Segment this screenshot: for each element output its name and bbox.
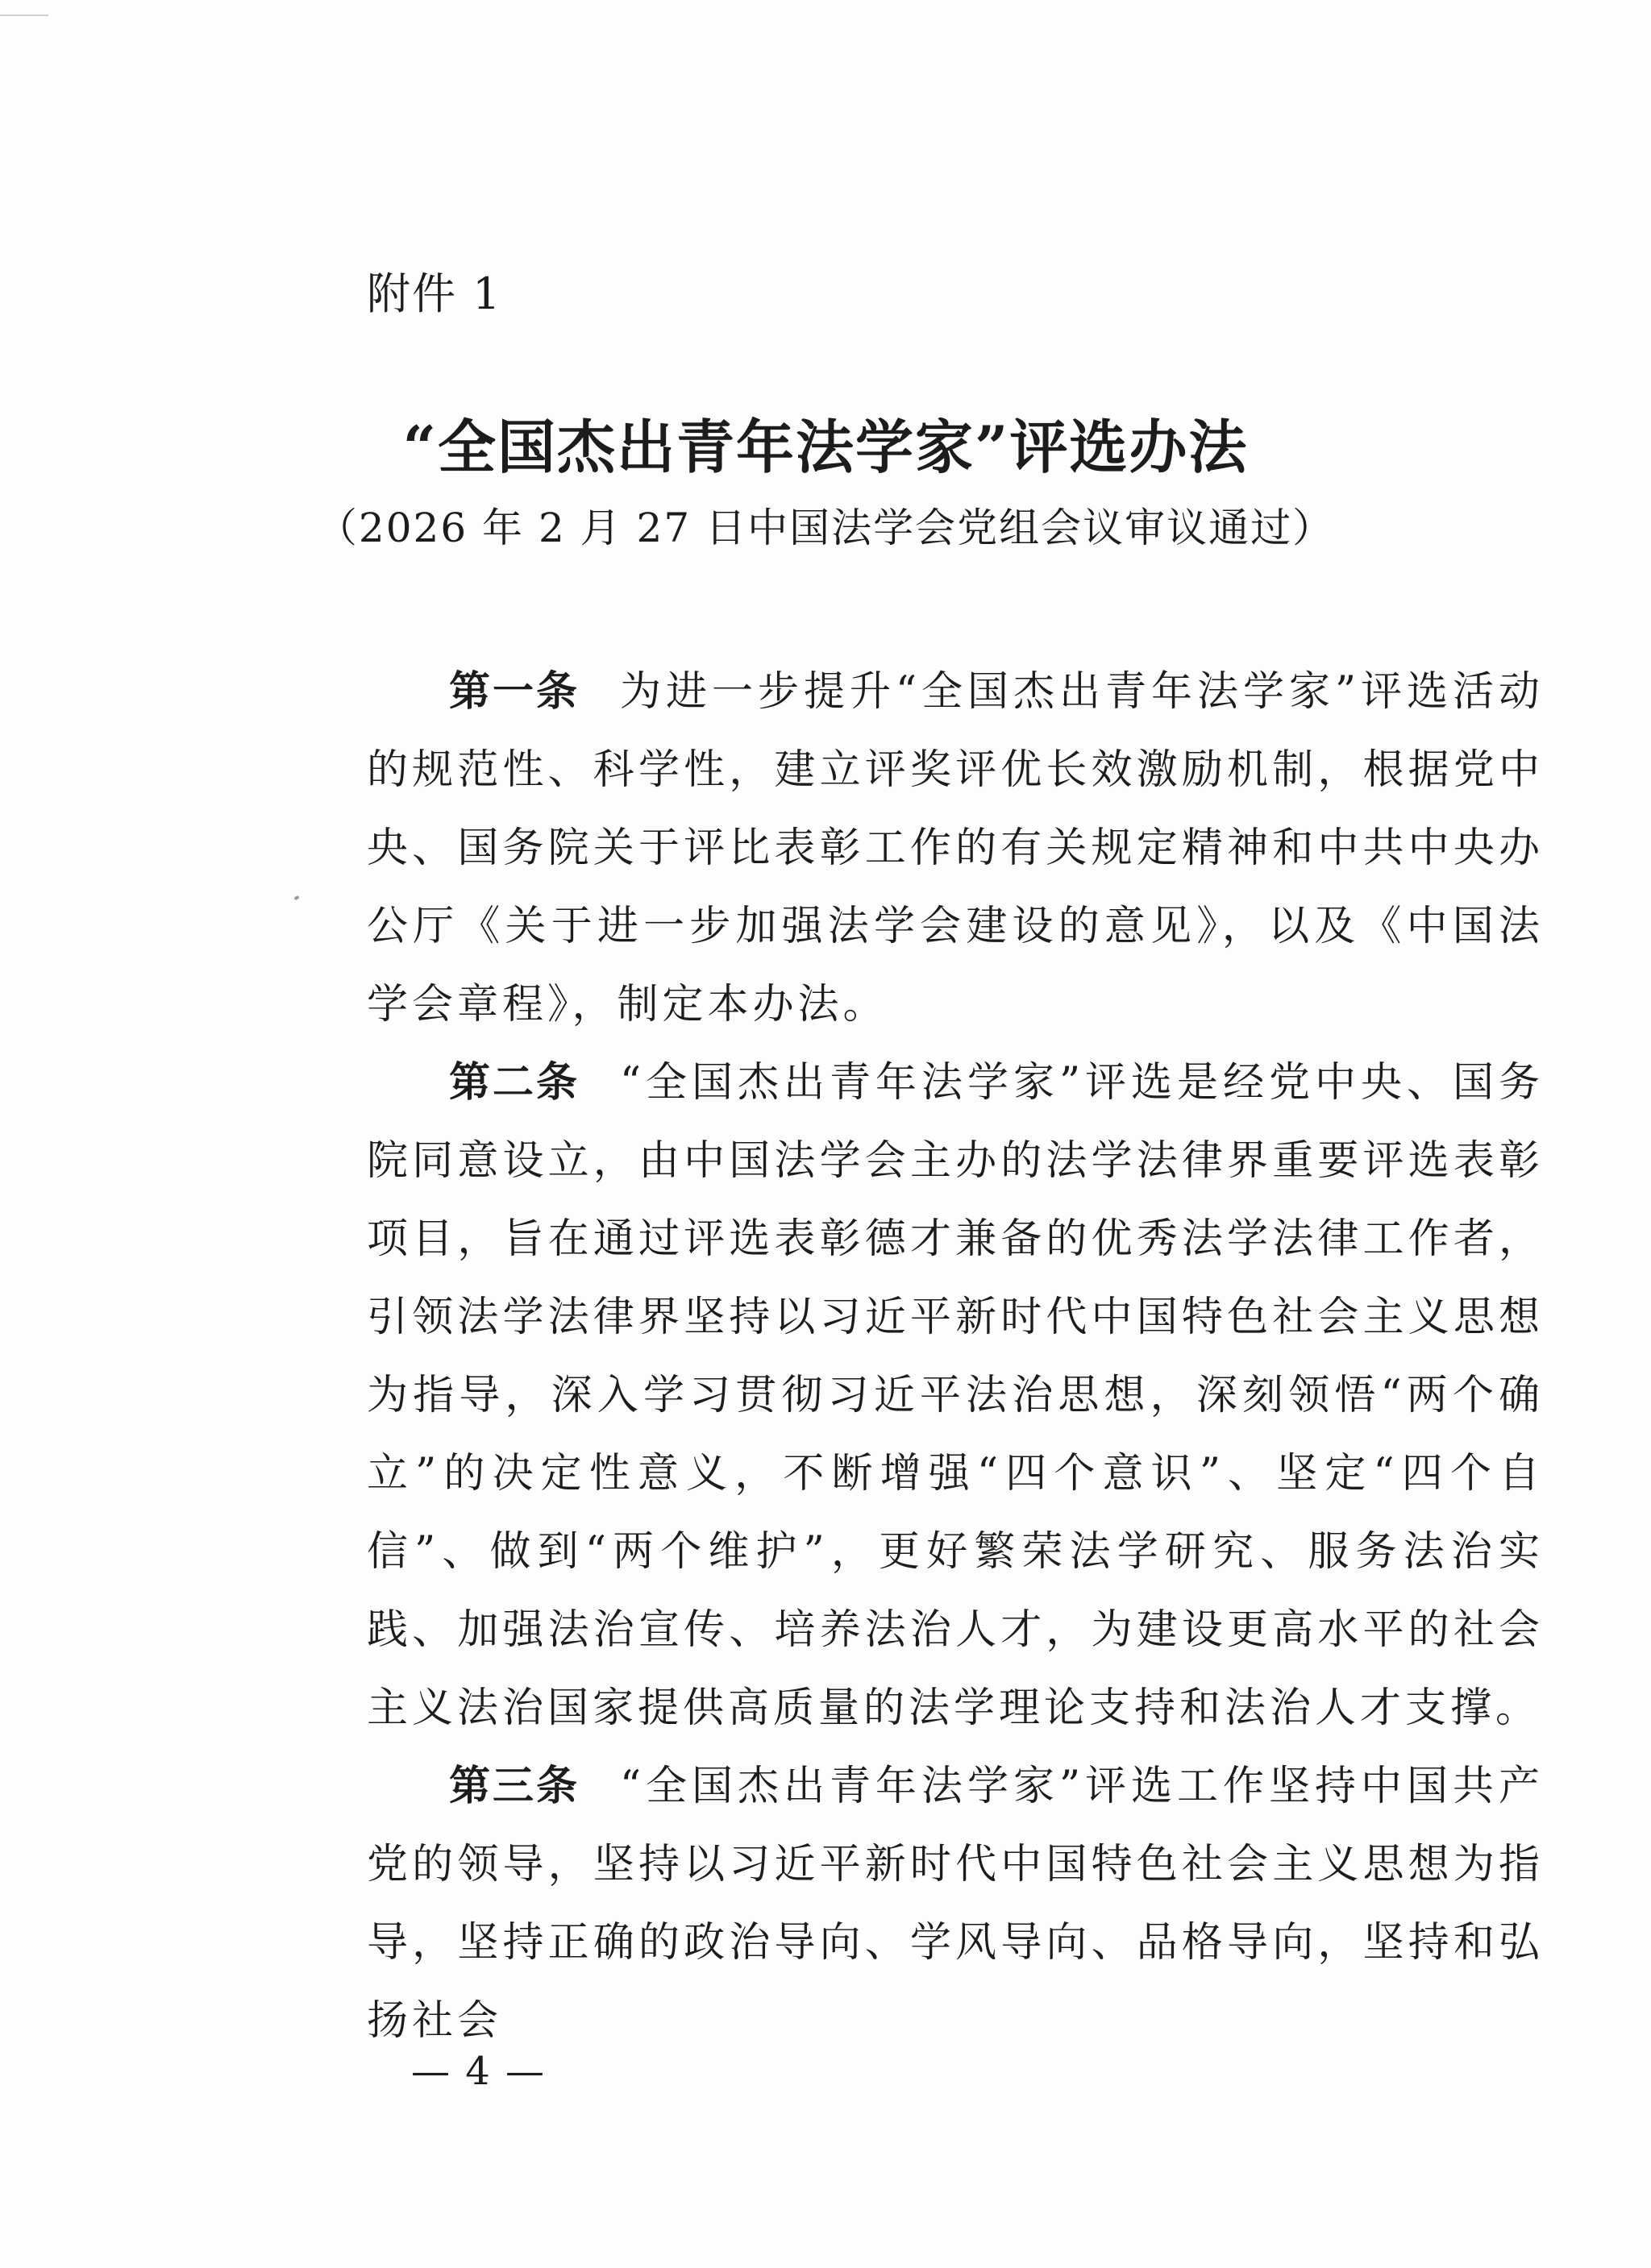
article-1-text: 为进一步提升“全国杰出青年法学家”评选活动的规范性、科学性，建立评奖评优长效激励机制，根据党中央、国务院关于评比表彰工作的有关规定精神和中共中央办公厅《关于进一步加强法学会建设的意见》，以及《中国法学会章程》，制定本办法。 <box>367 668 1544 1028</box>
document-title: “全国杰出青年法学家”评选办法 <box>402 413 1249 481</box>
scan-edge-mark <box>0 15 48 16</box>
article-3-text: “全国杰出青年法学家”评选工作坚持中国共产党的领导，坚持以习近平新时代中国特色社会主义思想为指导，坚持正确的政治导向、学风导向、品格导向，坚持和弘扬社会 <box>367 1763 1544 2045</box>
attachment-label: 附件 1 <box>367 268 502 319</box>
article-3-label: 第三条 <box>449 1763 580 1810</box>
article-1-label: 第一条 <box>449 668 580 716</box>
page-number: — 4 — <box>411 2049 547 2094</box>
article-1 <box>367 653 1544 1044</box>
article-2-label: 第二条 <box>449 1059 580 1107</box>
article-3 <box>367 1747 1544 2060</box>
article-2-text: “全国杰出青年法学家”评选是经党中央、国务院同意设立，由中国法学会主办的法学法律界重要评选表彰项目，旨在通过评选表彰德才兼备的优秀法学法律工作者，引领法学法律界坚持以习近平新时代中国特色社会主义思想为指导，深入学习贯彻习近平法治思想，深刻领悟“两个确立”的决定性意义，不断增强“四个意识”、坚定“四个自信”、做到“两个维护”，更好繁荣法学研究、服务法治实践、加强法治宣传、培养法治人才，为建设更高水平的社会主义法治国家提供高质量的法学理论支持和法治人才支撑。 <box>367 1059 1544 1732</box>
scan-speck <box>293 895 299 900</box>
document-body <box>367 653 1544 2060</box>
article-2 <box>367 1044 1544 1747</box>
document-subtitle: （2026 年 2 月 27 日中国法学会党组会议审议通过） <box>316 505 1335 551</box>
